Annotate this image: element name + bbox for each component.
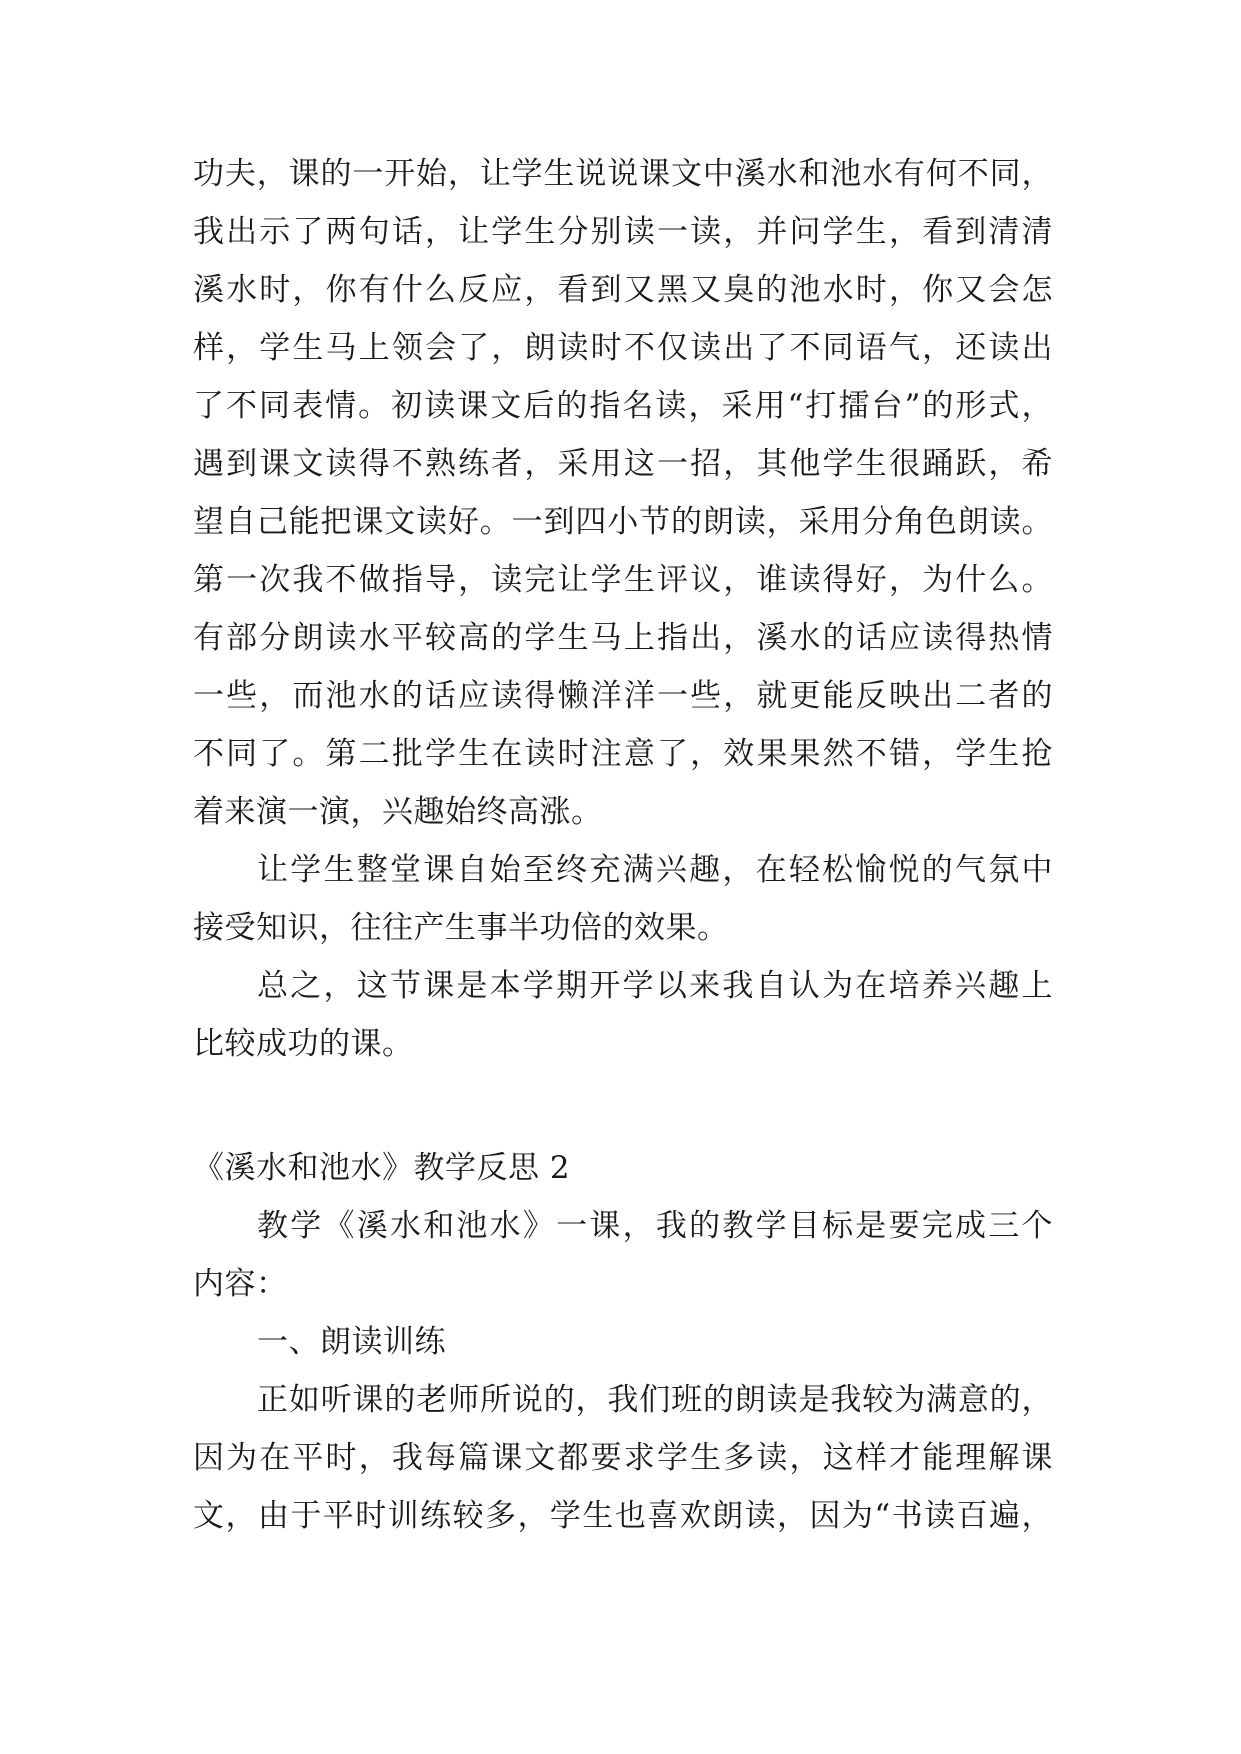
paragraph-line: 正如听课的老师所说的，我们班的朗读是我较为满意的，	[257, 1382, 1053, 1418]
paragraph-line: 因为在平时，我每篇课文都要求学生多读，这样才能理解课	[193, 1440, 1053, 1476]
paragraph-line: 功夫，课的一开始，让学生说说课文中溪水和池水有何不同，	[193, 156, 1053, 192]
section-title: 《溪水和池水》教学反思 2	[193, 1150, 571, 1186]
paragraph-line: 我出示了两句话，让学生分别读一读，并问学生，看到清清	[193, 214, 1053, 250]
paragraph-line: 不同了。第二批学生在读时注意了，效果果然不错，学生抢	[193, 736, 1053, 772]
paragraph-line: 溪水时，你有什么反应，看到又黑又臭的池水时，你又会怎	[193, 272, 1053, 308]
paragraph-line: 着来演一演，兴趣始终高涨。	[193, 794, 603, 830]
paragraph-line: 文，由于平时训练较多，学生也喜欢朗读，因为“书读百遍，	[193, 1498, 1053, 1534]
paragraph-line: 比较成功的课。	[193, 1026, 414, 1062]
paragraph-line: 了不同表情。初读课文后的指名读，采用“打擂台”的形式，	[193, 388, 1053, 424]
paragraph-line: 样，学生马上领会了，朗读时不仅读出了不同语气，还读出	[193, 330, 1053, 366]
paragraph-line: 有部分朗读水平较高的学生马上指出，溪水的话应读得热情	[193, 620, 1053, 656]
paragraph-line: 让学生整堂课自始至终充满兴趣，在轻松愉悦的气氛中	[257, 852, 1053, 888]
paragraph-line: 遇到课文读得不熟练者，采用这一招，其他学生很踊跃，希	[193, 446, 1053, 482]
subheading: 一、朗读训练	[257, 1324, 446, 1360]
paragraph-line: 接受知识，往往产生事半功倍的效果。	[193, 910, 729, 946]
paragraph-line: 教学《溪水和池水》一课，我的教学目标是要完成三个	[257, 1208, 1053, 1244]
paragraph-line: 总之，这节课是本学期开学以来我自认为在培养兴趣上	[257, 968, 1053, 1004]
paragraph-line: 望自己能把课文读好。一到四小节的朗读，采用分角色朗读。	[193, 504, 1053, 540]
paragraph-line: 一些，而池水的话应读得懒洋洋一些，就更能反映出二者的	[193, 678, 1053, 714]
paragraph-line: 第一次我不做指导，读完让学生评议，谁读得好，为什么。	[193, 562, 1053, 598]
paragraph-line: 内容：	[193, 1266, 288, 1302]
